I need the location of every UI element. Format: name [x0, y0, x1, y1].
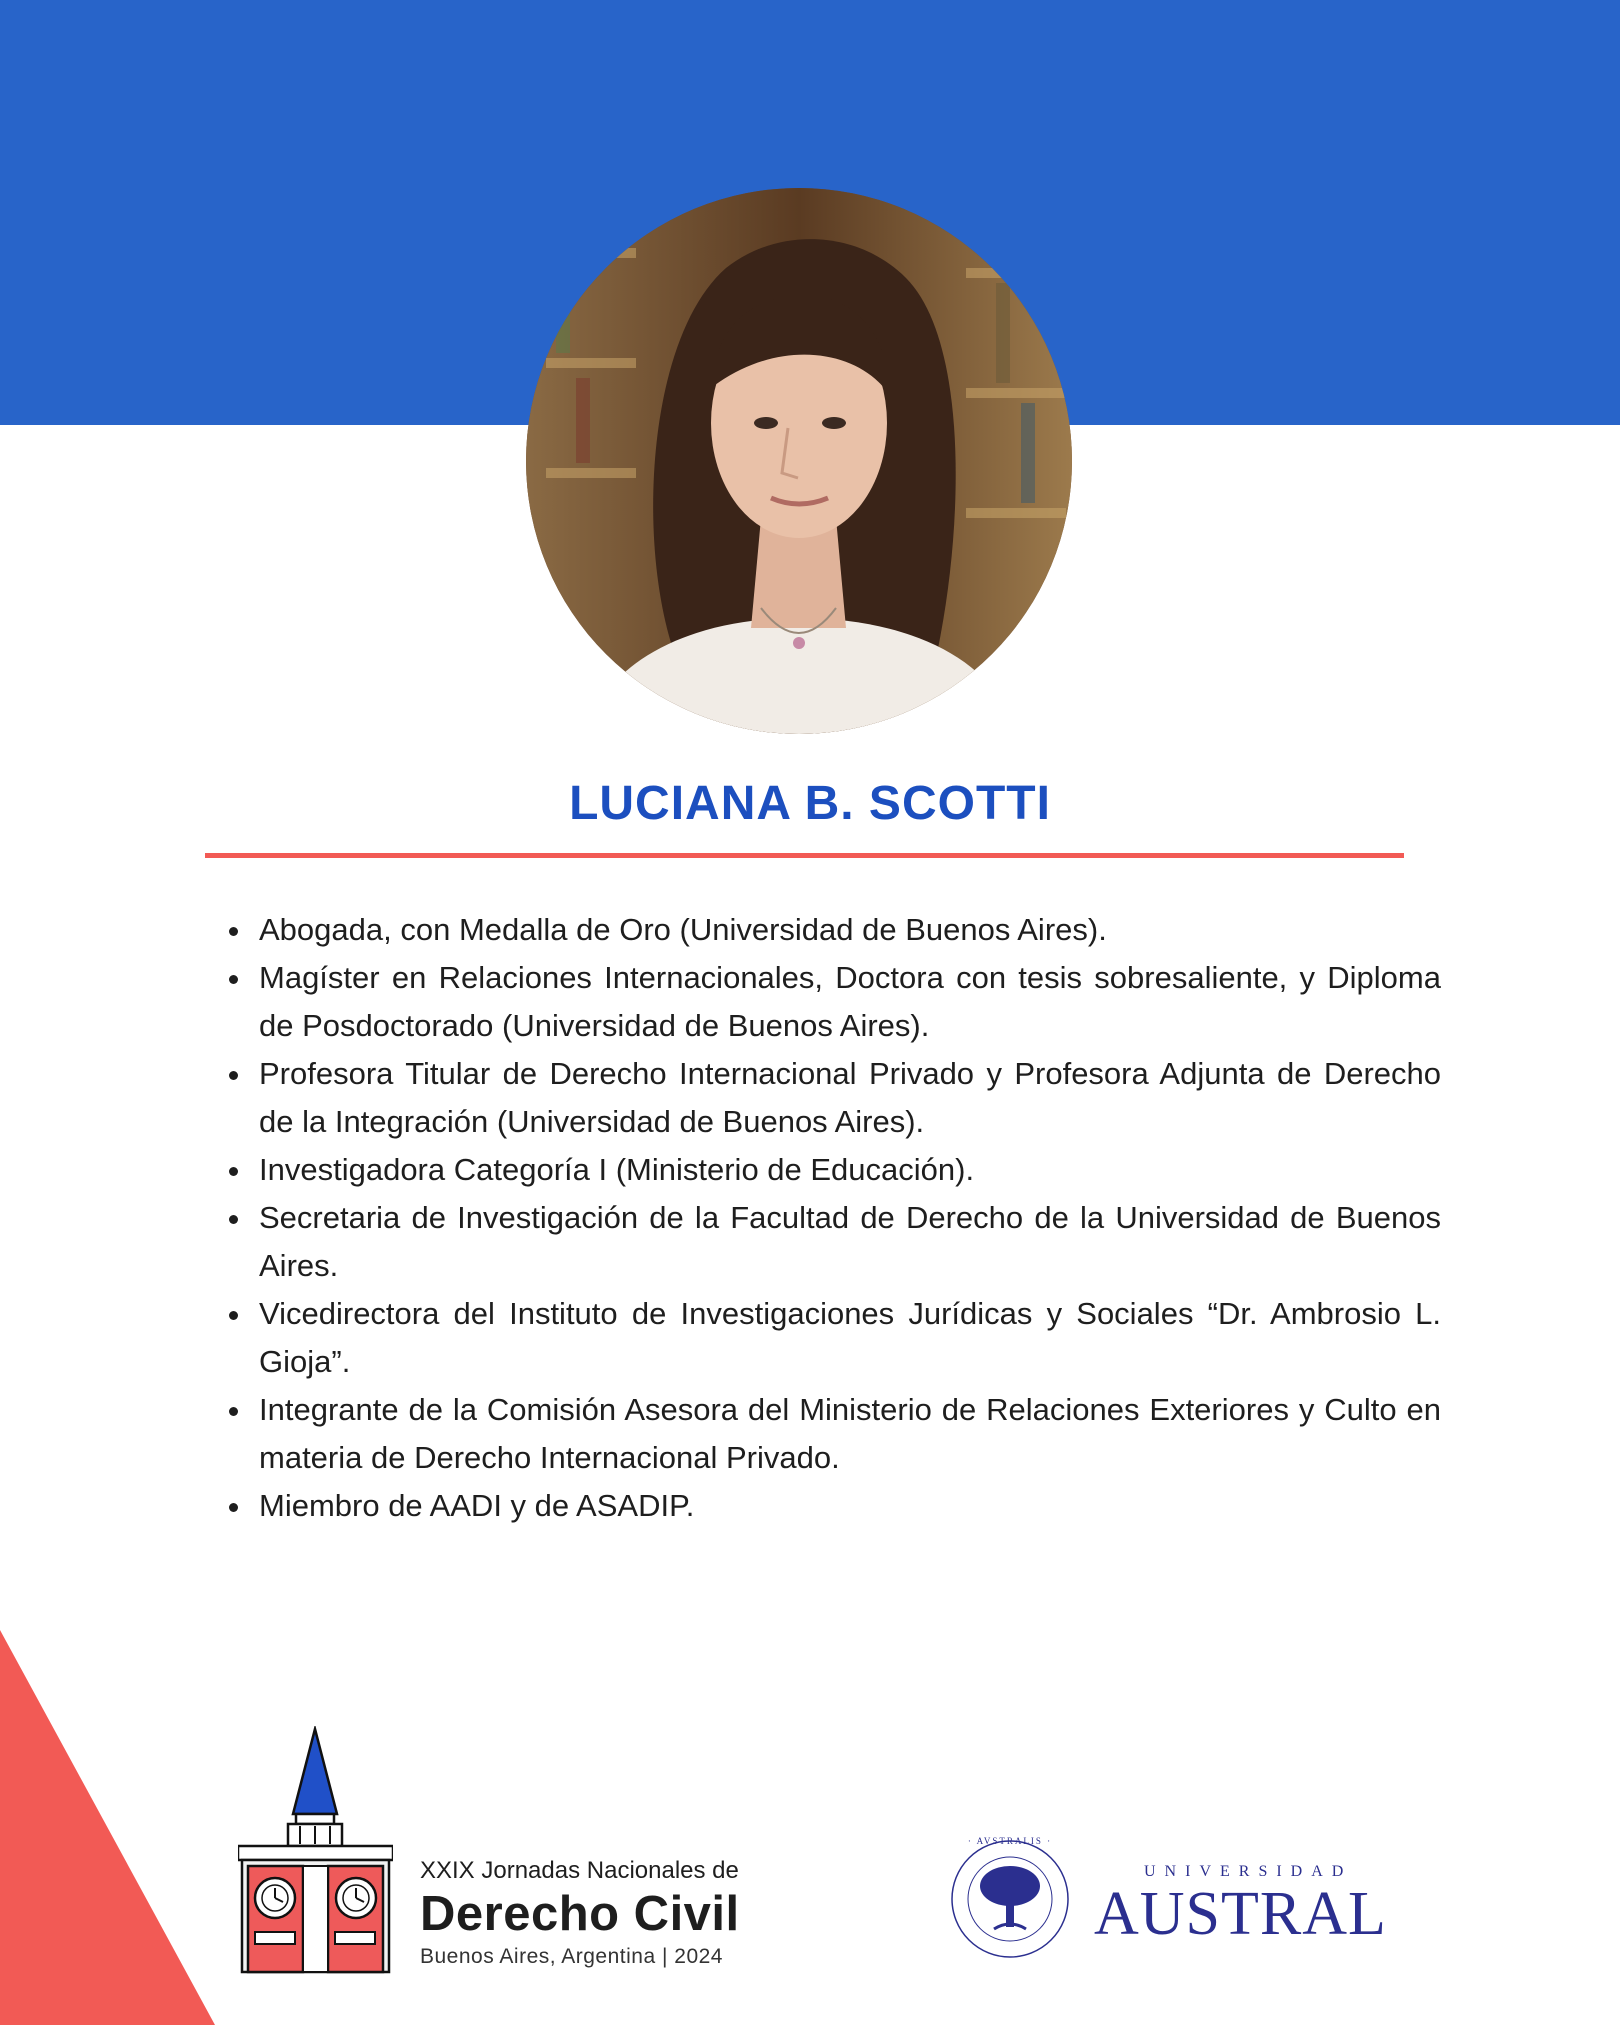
university-name: AUSTRAL — [1094, 1880, 1387, 1948]
bio-item: Magíster en Relaciones Internacionales, Doctora con tesis sobresaliente, y Diploma de Posdoctorado (Universidad de Buenos Aires). — [259, 954, 1441, 1050]
university-label: UNIVERSIDAD — [1144, 1863, 1353, 1880]
speaker-name: LUCIANA B. SCOTTI — [569, 777, 1051, 830]
speaker-bio-list — [222, 906, 1441, 1530]
corner-accent — [0, 1630, 215, 2025]
bio-item: Abogada, con Medalla de Oro (Universidad de Buenos Aires). — [259, 906, 1441, 954]
universidad-austral-logo — [944, 1814, 1404, 1984]
name-divider — [205, 853, 1404, 858]
austral-seal-icon — [944, 1814, 1076, 1984]
event-location-year: Buenos Aires, Argentina | 2024 — [420, 1945, 723, 1968]
svg-text:· AVSTRALIS ·: · AVSTRALIS · — [967, 1836, 1053, 1846]
event-title-line: XXIX Jornadas Nacionales de — [420, 1857, 739, 1884]
event-title-main: Derecho Civil — [420, 1887, 740, 1941]
bio-item: Miembro de AADI y de ASADIP. — [259, 1482, 1441, 1530]
bio-item: Investigadora Categoría I (Ministerio de Educación). — [259, 1146, 1441, 1194]
bio-item: Vicedirectora del Instituto de Investigaciones Jurídicas y Sociales “Dr. Ambrosio L. Gioja”. — [259, 1290, 1441, 1386]
speaker-photo — [526, 188, 1072, 734]
bio-item: Secretaria de Investigación de la Facultad de Derecho de la Universidad de Buenos Aires. — [259, 1194, 1441, 1290]
clock-tower-icon — [238, 1726, 393, 1976]
jornadas-logo — [238, 1726, 798, 1976]
bio-item: Integrante de la Comisión Asesora del Ministerio de Relaciones Exteriores y Culto en materia de Derecho Internacional Privado. — [259, 1386, 1441, 1482]
bio-item: Profesora Titular de Derecho Internacional Privado y Profesora Adjunta de Derecho de la Integración (Universidad de Buenos Aires). — [259, 1050, 1441, 1146]
